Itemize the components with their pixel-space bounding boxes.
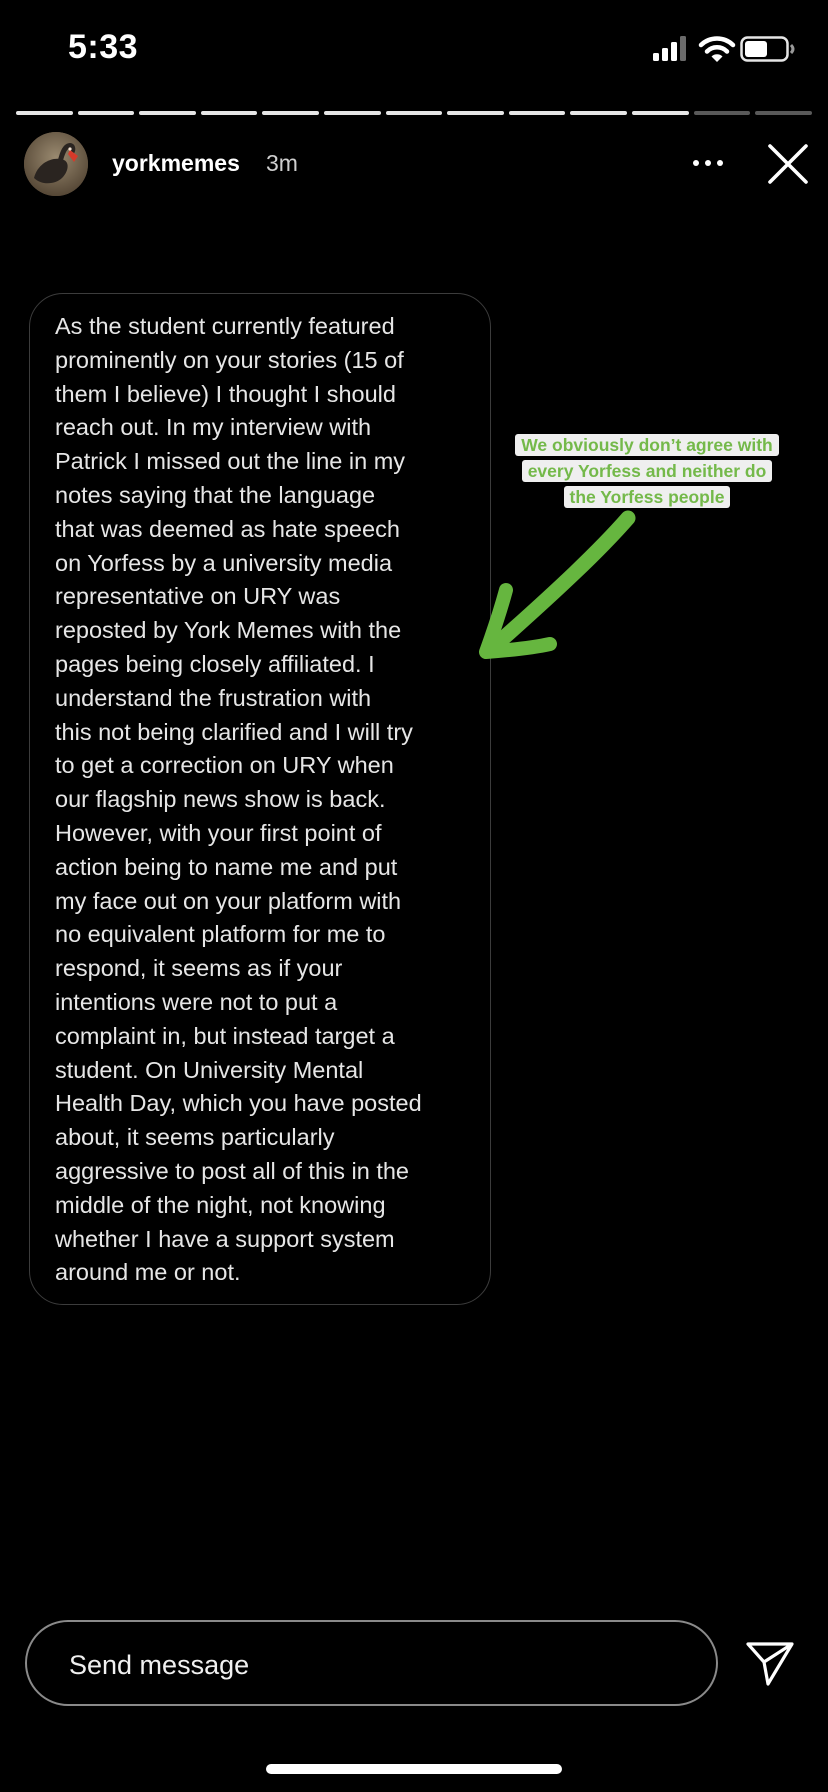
avatar[interactable] [24,132,88,196]
status-bar [0,0,828,100]
progress-segment [755,111,812,115]
more-options-icon[interactable] [688,146,728,180]
progress-segment [570,111,627,115]
sticker-line: every Yorfess and neither do [522,460,773,482]
progress-segment [447,111,504,115]
account-username[interactable]: yorkmemes [112,150,240,176]
progress-segment [262,111,319,115]
progress-segment [139,111,196,115]
progress-segment [324,111,381,115]
green-arrow-icon [460,500,640,670]
annotation-sticker [497,432,797,510]
send-icon[interactable] [744,1638,796,1688]
story-timestamp: 3m [266,150,298,176]
progress-segment [16,111,73,115]
home-indicator [266,1764,562,1774]
battery-icon [740,36,796,62]
send-message-bar[interactable] [25,1620,718,1706]
sticker-line: the Yorfess people [564,486,731,508]
progress-segment [386,111,443,115]
story-message-card [29,293,491,1305]
sticker-line: We obviously don’t agree with [515,434,779,456]
close-icon[interactable] [766,142,810,186]
story-progress-bar [16,111,812,115]
message-input[interactable] [67,1644,671,1686]
status-time: 5:33 [68,28,139,66]
progress-segment [509,111,566,115]
progress-segment [632,111,689,115]
story-header [0,128,828,200]
swan-avatar-image [24,132,88,196]
progress-segment [201,111,258,115]
progress-segment [694,111,751,115]
cellular-signal-icon [652,36,690,62]
story-message-text: As the student currently featured prominently on your stories (15 of them I believe) I thought I should reach out. In my interview with Patrick I missed out the line in my notes saying that the language that was deemed as hate speech on Yorfess by a university media representative on URY was reposted by York Memes with the pages being closely affiliated. I understand the frustration with this not being clarified and I will try to get a correction on URY when our flagship news show is back. However, with your first point of action being to name me and put my face out on your platform with no equivalent platform for me to respond, it seems as if your intentions were not to put a complaint in, but instead target a student. On University Mental Health Day, which you have posted about, it seems particularly aggressive to post all of this in the middle of the night, not knowing whether I have a support system around me or not. [55,313,422,1286]
wifi-icon [698,34,736,64]
progress-segment [78,111,135,115]
